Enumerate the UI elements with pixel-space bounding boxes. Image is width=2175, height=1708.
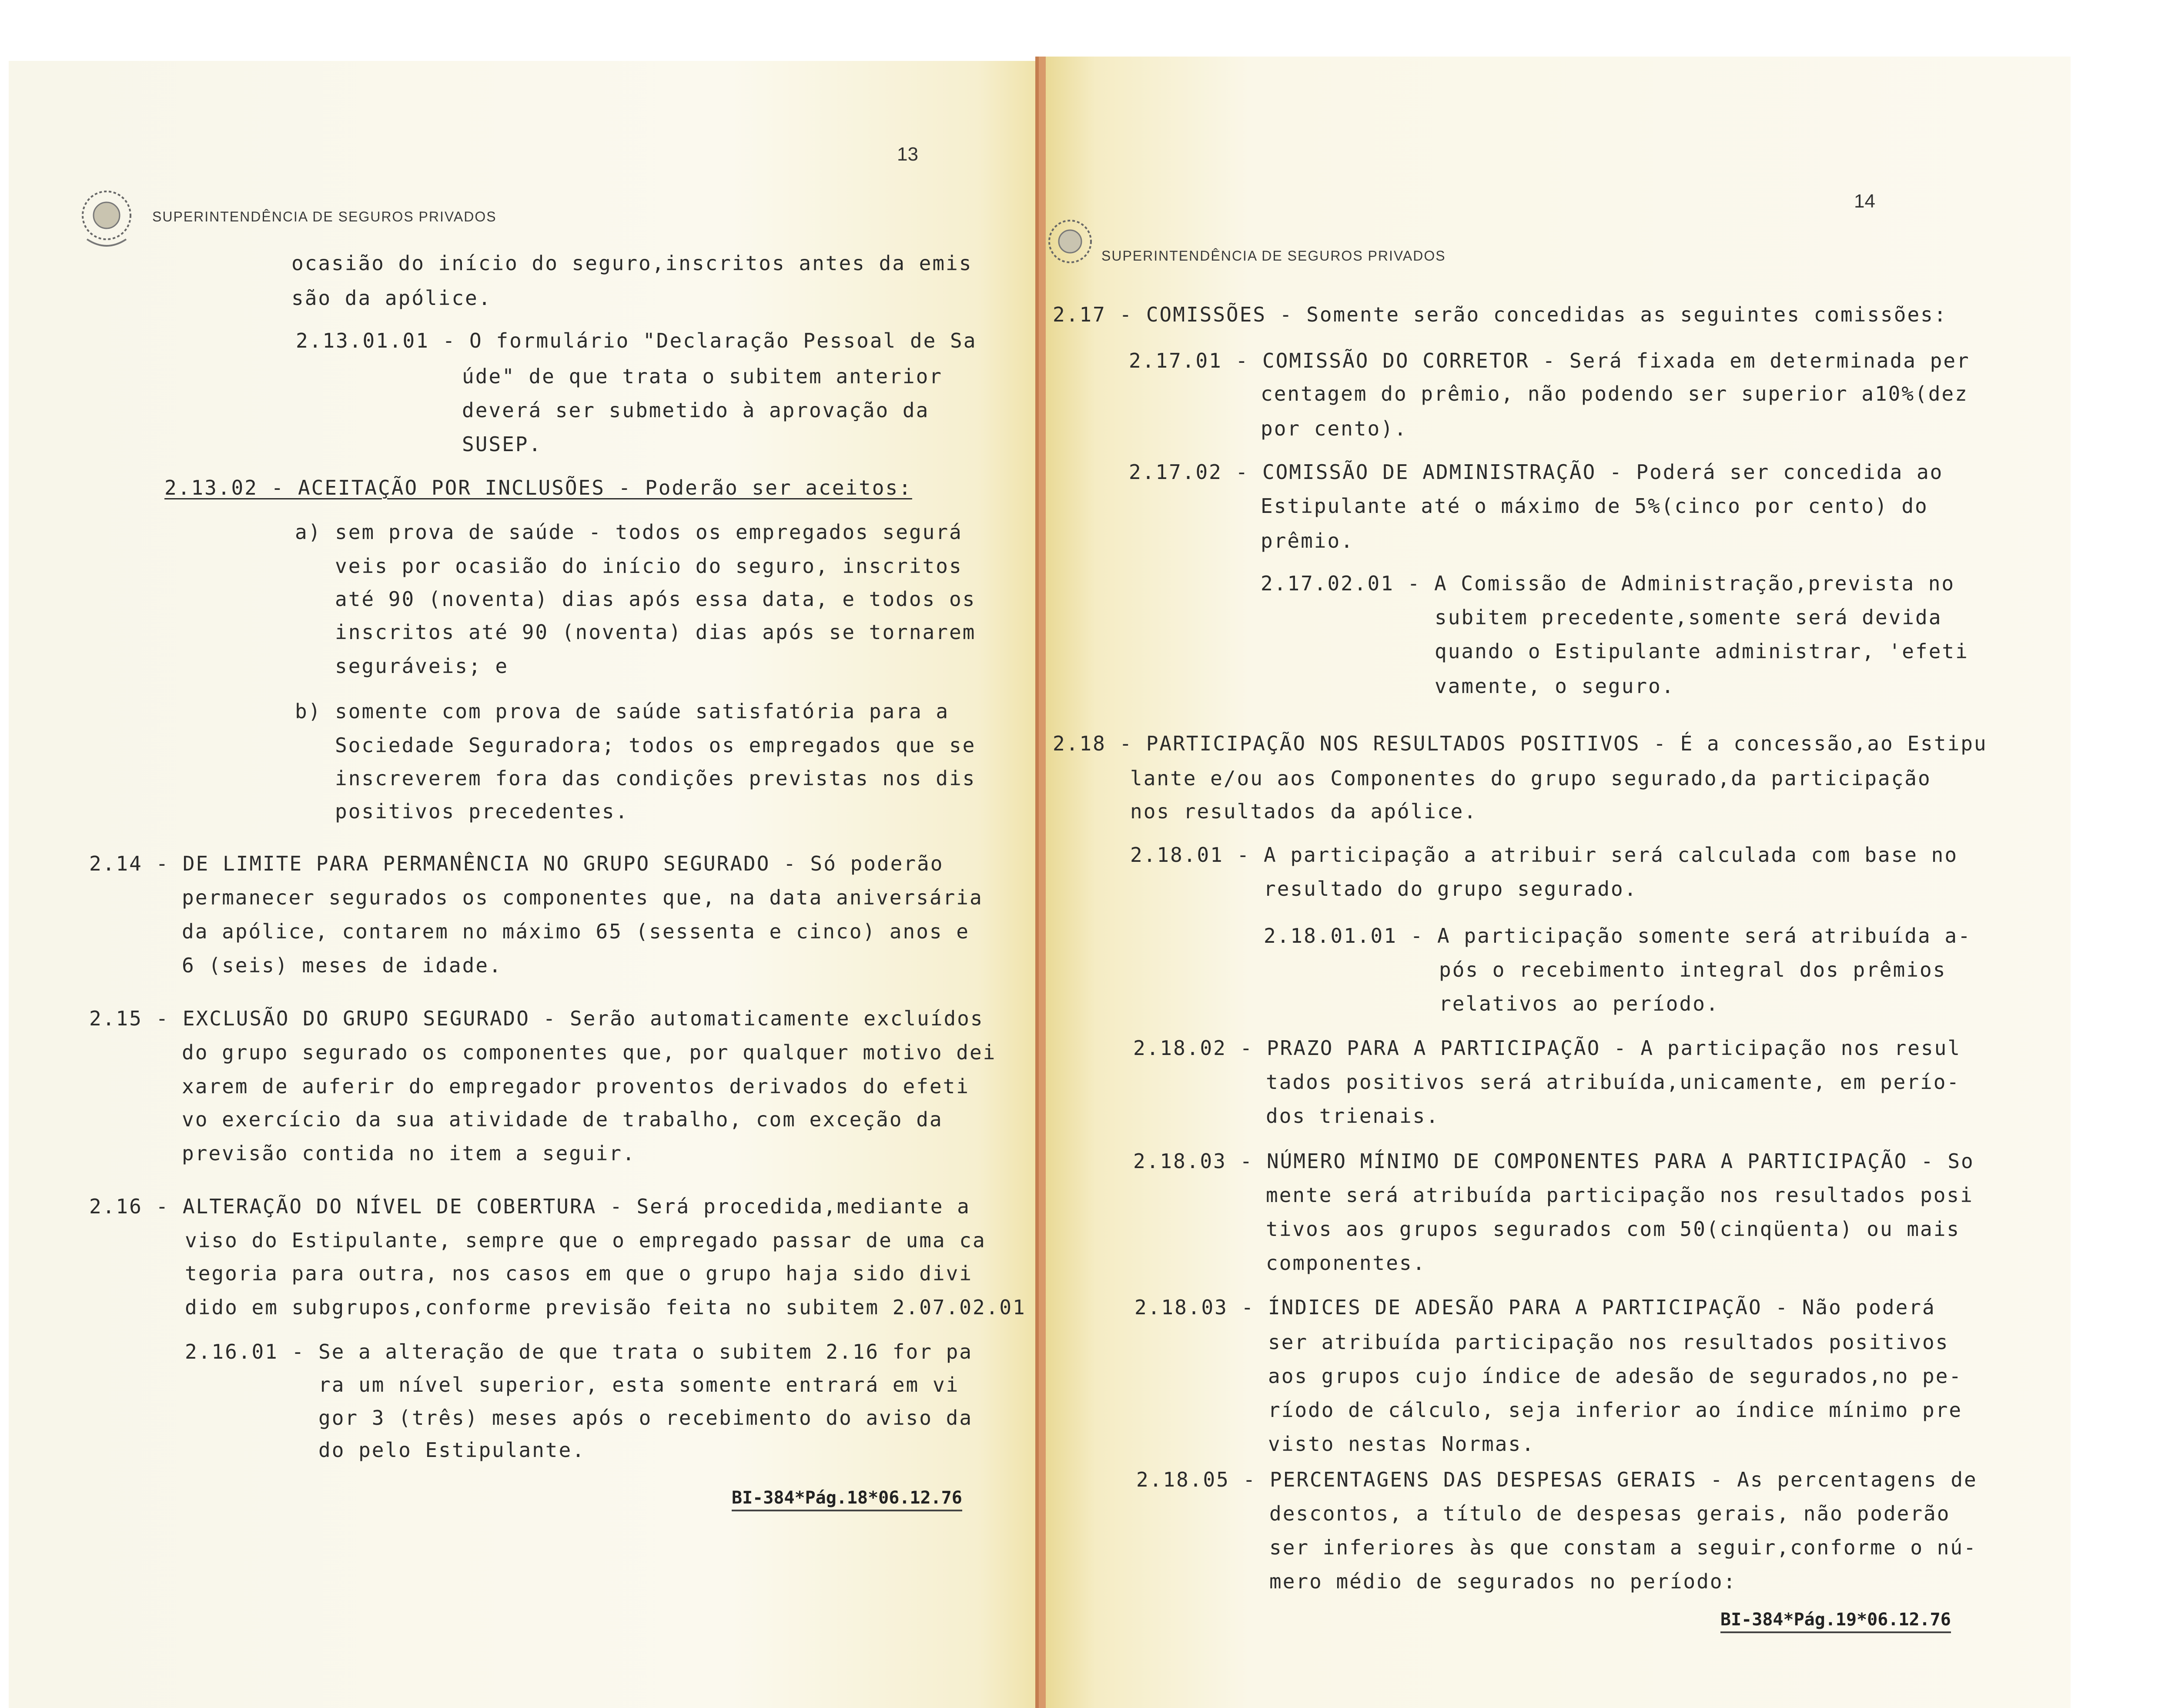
right-line-3: centagem do prêmio, não podendo ser superior a10%(dez: [1261, 382, 1968, 405]
left-line-26: 2.16 - ALTERAÇÃO DO NÍVEL DE COBERTURA - Será procedida,mediante a: [89, 1195, 970, 1218]
left-line-19: da apólice, contarem no máximo 65 (sessenta e cinco) anos e: [182, 920, 970, 943]
right-line-29: aos grupos cujo índice de adesão de segurados,no pe-: [1268, 1364, 1963, 1388]
left-line-33: do pelo Estipulante.: [318, 1438, 586, 1462]
left-line-5: deverá ser submetido à aprovação da: [462, 399, 930, 422]
left-line-6: SUSEP.: [462, 432, 542, 456]
right-line-15: 2.18.01 - A participação a atribuir será calculada com base no: [1130, 843, 1958, 867]
left-line-20: 6 (seis) meses de idade.: [182, 954, 502, 977]
coat-of-arms-seal-icon: [74, 174, 139, 257]
right-line-6: Estipulante até o máximo de 5%(cinco por cento) do: [1261, 494, 1928, 518]
right-line-31: visto nestas Normas.: [1268, 1432, 1535, 1456]
right-line-2: 2.17.01 - COMISSÃO DO CORRETOR - Será fixada em determinada per: [1129, 349, 1970, 372]
left-line-9: veis por ocasião do início do seguro, inscritos: [335, 554, 963, 578]
right-line-34: ser inferiores às que constam a seguir,conforme o nú-: [1269, 1536, 1977, 1559]
right-page-header: SUPERINTENDÊNCIA DE SEGUROS PRIVADOS: [1101, 248, 1446, 264]
left-line-27: viso do Estipulante, sempre que o empregado passar de uma ca: [185, 1229, 986, 1252]
left-line-23: xarem de auferir do empregador proventos derivados do efeti: [182, 1075, 970, 1098]
left-line-32: gor 3 (três) meses após o recebimento do aviso da: [318, 1406, 973, 1430]
right-line-9: subitem precedente,somente será devida: [1435, 606, 1942, 629]
right-line-22: dos trienais.: [1266, 1104, 1440, 1128]
left-line-29: dido em subgrupos,conforme previsão feita no subitem 2.07.02.01: [185, 1296, 1026, 1319]
right-line-19: relativos ao período.: [1439, 992, 1720, 1015]
binding-gutter: [1039, 57, 1046, 1708]
right-line-5: 2.17.02 - COMISSÃO DE ADMINISTRAÇÃO - Poderá ser concedida ao: [1129, 460, 1944, 484]
left-line-21: 2.15 - EXCLUSÃO DO GRUPO SEGURADO - Serão automaticamente excluídos: [89, 1007, 984, 1030]
left-line-18: permanecer segurados os componentes que, na data aniversária: [182, 886, 983, 909]
left-line-28: tegoria para outra, nos casos em que o grupo haja sido divi: [185, 1262, 973, 1285]
left-page-number: 13: [897, 144, 918, 165]
right-line-11: vamente, o seguro.: [1435, 674, 1675, 698]
right-line-7: prêmio.: [1261, 529, 1354, 553]
binding-gutter-shadow: [1035, 57, 1039, 1708]
right-line-16: resultado do grupo segurado.: [1264, 877, 1638, 901]
right-line-30: ríodo de cálculo, seja inferior ao índice mínimo pre: [1268, 1398, 1963, 1422]
left-line-24: vo exercício da sua atividade de trabalho, com exceção da: [182, 1108, 943, 1131]
right-line-26: componentes.: [1266, 1251, 1426, 1275]
right-line-33: descontos, a título de despesas gerais, não poderão: [1269, 1502, 1951, 1525]
left-line-3: 2.13.01.01 - O formulário "Declaração Pessoal de Sa: [296, 329, 977, 352]
left-line-2: são da apólice.: [291, 286, 492, 310]
right-line-24: mente será atribuída participação nos resultados posi: [1266, 1183, 1974, 1207]
right-line-12: 2.18 - PARTICIPAÇÃO NOS RESULTADOS POSITIVOS - É a concessão,ao Estipu: [1053, 732, 1988, 755]
left-line-25: previsão contida no item a seguir.: [182, 1142, 636, 1165]
right-line-35: mero médio de segurados no período:: [1269, 1570, 1737, 1593]
right-line-17: 2.18.01.01 - A participação somente será atribuída a-: [1264, 924, 1971, 948]
left-line-17: 2.14 - DE LIMITE PARA PERMANÊNCIA NO GRUPO SEGURADO - Só poderão: [89, 852, 944, 875]
left-line-14: Sociedade Seguradora; todos os empregados que se: [335, 733, 976, 757]
left-line-13: b) somente com prova de saúde satisfatória para a: [295, 700, 950, 723]
left-line-16: positivos precedentes.: [335, 800, 629, 823]
right-line-25: tivos aos grupos segurados com 50(cinqüenta) ou mais: [1266, 1217, 1961, 1241]
right-page-stamp: BI-384*Pág.19*06.12.76: [1720, 1610, 1951, 1633]
right-line-20: 2.18.02 - PRAZO PARA A PARTICIPAÇÃO - A participação nos resul: [1133, 1036, 1961, 1060]
left-line-12: seguráveis; e: [335, 654, 509, 678]
right-line-10: quando o Estipulante administrar, 'efeti: [1435, 640, 1969, 663]
left-line-7: 2.13.02 - ACEITAÇÃO POR INCLUSÕES - Poderão ser aceitos:: [164, 476, 912, 499]
right-line-8: 2.17.02.01 - A Comissão de Administração,prevista no: [1261, 572, 1955, 595]
right-line-21: tados positivos será atribuída,unicamente, em perío-: [1266, 1070, 1961, 1094]
left-line-22: do grupo segurado os componentes que, por qualquer motivo dei: [182, 1041, 997, 1064]
left-page-stamp: BI-384*Pág.18*06.12.76: [732, 1488, 962, 1511]
right-line-23: 2.18.03 - NÚMERO MÍNIMO DE COMPONENTES PARA A PARTICIPAÇÃO - So: [1133, 1149, 1974, 1173]
left-line-11: inscritos até 90 (noventa) dias após se tornarem: [335, 620, 976, 644]
left-line-10: até 90 (noventa) dias após essa data, e todos os: [335, 587, 976, 611]
right-line-1: 2.17 - COMISSÕES - Somente serão concedidas as seguintes comissões:: [1053, 303, 1947, 326]
right-page-number: 14: [1854, 191, 1875, 212]
right-line-4: por cento).: [1261, 417, 1408, 440]
right-line-18: pós o recebimento integral dos prêmios: [1439, 958, 1947, 981]
left-line-4: úde" de que trata o subitem anterior: [462, 365, 943, 388]
right-line-27: 2.18.03 - ÍNDICES DE ADESÃO PARA A PARTICIPAÇÃO - Não poderá: [1134, 1296, 1936, 1319]
left-page-header: SUPERINTENDÊNCIA DE SEGUROS PRIVADOS: [152, 209, 497, 224]
right-line-13: lante e/ou aos Componentes do grupo segurado,da participação: [1130, 767, 1931, 790]
right-line-14: nos resultados da apólice.: [1130, 800, 1478, 823]
left-line-8: a) sem prova de saúde - todos os empregados segurá: [295, 520, 963, 544]
left-line-30: 2.16.01 - Se a alteração de que trata o subitem 2.16 for pa: [185, 1340, 973, 1363]
left-line-15: inscreverem fora das condições previstas nos dis: [335, 767, 976, 790]
right-line-32: 2.18.05 - PERCENTAGENS DAS DESPESAS GERAIS - As percentagens de: [1136, 1468, 1978, 1491]
right-line-28: ser atribuída participação nos resultados positivos: [1268, 1330, 1949, 1354]
left-line-31: ra um nível superior, esta somente entrará em vi: [318, 1373, 960, 1397]
coat-of-arms-seal-icon-right: [1044, 204, 1096, 278]
left-line-1: ocasião do início do seguro,inscritos antes da emis: [291, 251, 973, 275]
